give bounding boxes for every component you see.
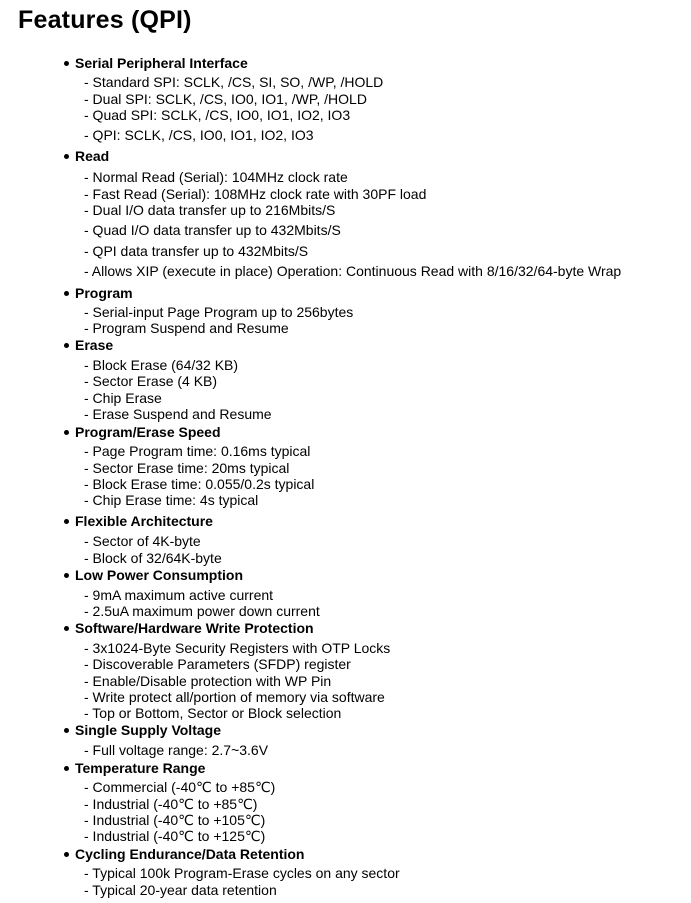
feature-item: - Sector Erase (4 KB) <box>84 373 218 389</box>
feature-item: - 2.5uA maximum power down current <box>84 603 320 619</box>
feature-item: - Serial-input Page Program up to 256bytes <box>84 304 354 320</box>
page-title: Features (QPI) <box>18 6 192 34</box>
bullet-icon <box>64 626 69 631</box>
section-heading <box>64 722 221 738</box>
feature-item: - Chip Erase time: 4s typical <box>84 492 259 508</box>
section-heading-text: Erase <box>75 337 114 353</box>
feature-item: - Quad SPI: SCLK, /CS, IO0, IO1, IO2, IO3 <box>84 107 351 123</box>
section-heading <box>64 337 113 353</box>
section-heading <box>64 285 133 301</box>
feature-item: - Quad I/O data transfer up to 432Mbits/S <box>84 222 341 238</box>
bullet-icon <box>64 154 69 159</box>
feature-item: - Typical 20-year data retention <box>84 882 277 898</box>
feature-item: - Write protect all/portion of memory via software <box>84 689 385 705</box>
section-heading-text: Serial Peripheral Interface <box>75 55 248 71</box>
feature-item: - Industrial (-40℃ to +125℃) <box>84 828 266 844</box>
feature-item: - Typical 100k Program-Erase cycles on any sector <box>84 865 400 881</box>
feature-item: - Normal Read (Serial): 104MHz clock rate <box>84 169 348 185</box>
bullet-icon <box>64 61 69 66</box>
feature-item: - Industrial (-40℃ to +85℃) <box>84 796 258 812</box>
bullet-icon <box>64 343 69 348</box>
section-heading <box>64 760 205 776</box>
section-heading-text: Single Supply Voltage <box>75 722 221 738</box>
feature-item: - Allows XIP (execute in place) Operation: Continuous Read with 8/16/32/64-byte Wrap <box>84 263 622 279</box>
section-heading-text: Read <box>75 148 110 164</box>
feature-item: - Sector Erase time: 20ms typical <box>84 460 290 476</box>
feature-item: - 3x1024-Byte Security Registers with OTP Locks <box>84 640 391 656</box>
feature-item: - Enable/Disable protection with WP Pin <box>84 673 332 689</box>
section-heading-text: Low Power Consumption <box>75 567 243 583</box>
feature-item: - QPI: SCLK, /CS, IO0, IO1, IO2, IO3 <box>84 127 314 143</box>
section-heading <box>64 513 213 529</box>
feature-item: - Discoverable Parameters (SFDP) register <box>84 656 351 672</box>
section-heading <box>64 424 221 440</box>
feature-item: - Page Program time: 0.16ms typical <box>84 443 311 459</box>
section-heading-text: Program <box>75 285 133 301</box>
feature-item: - Standard SPI: SCLK, /CS, SI, SO, /WP, /HOLD <box>84 74 384 90</box>
feature-item: - Erase Suspend and Resume <box>84 406 272 422</box>
bullet-icon <box>64 766 69 771</box>
section-heading <box>64 620 314 636</box>
feature-item: - Block of 32/64K-byte <box>84 550 222 566</box>
feature-item: - Chip Erase <box>84 390 162 406</box>
section-heading-text: Temperature Range <box>75 760 206 776</box>
section-heading-text: Flexible Architecture <box>75 513 213 529</box>
feature-item: - QPI data transfer up to 432Mbits/S <box>84 243 309 259</box>
section-heading-text: Cycling Endurance/Data Retention <box>75 846 305 862</box>
feature-item: - Top or Bottom, Sector or Block selection <box>84 705 342 721</box>
feature-item: - Fast Read (Serial): 108MHz clock rate with 30PF load <box>84 186 427 202</box>
section-heading <box>64 567 243 583</box>
feature-item: - Industrial (-40℃ to +105℃) <box>84 812 266 828</box>
bullet-icon <box>64 291 69 296</box>
section-heading-text: Program/Erase Speed <box>75 424 221 440</box>
bullet-icon <box>64 430 69 435</box>
section-heading <box>64 148 109 164</box>
feature-item: - 9mA maximum active current <box>84 587 274 603</box>
feature-item: - Block Erase time: 0.055/0.2s typical <box>84 476 315 492</box>
feature-item: - Full voltage range: 2.7~3.6V <box>84 742 269 758</box>
bullet-icon <box>64 573 69 578</box>
feature-item: - Dual SPI: SCLK, /CS, IO0, IO1, /WP, /HOLD <box>84 91 367 107</box>
feature-item: - Sector of 4K-byte <box>84 533 201 549</box>
section-heading-text: Software/Hardware Write Protection <box>75 620 314 636</box>
bullet-icon <box>64 519 69 524</box>
feature-item: - Block Erase (64/32 KB) <box>84 357 239 373</box>
feature-item: - Program Suspend and Resume <box>84 320 289 336</box>
section-heading <box>64 846 304 862</box>
feature-item: - Dual I/O data transfer up to 216Mbits/S <box>84 202 336 218</box>
bullet-icon <box>64 728 69 733</box>
bullet-icon <box>64 852 69 857</box>
feature-item: - Commercial (-40℃ to +85℃) <box>84 779 276 795</box>
section-heading <box>64 55 248 71</box>
